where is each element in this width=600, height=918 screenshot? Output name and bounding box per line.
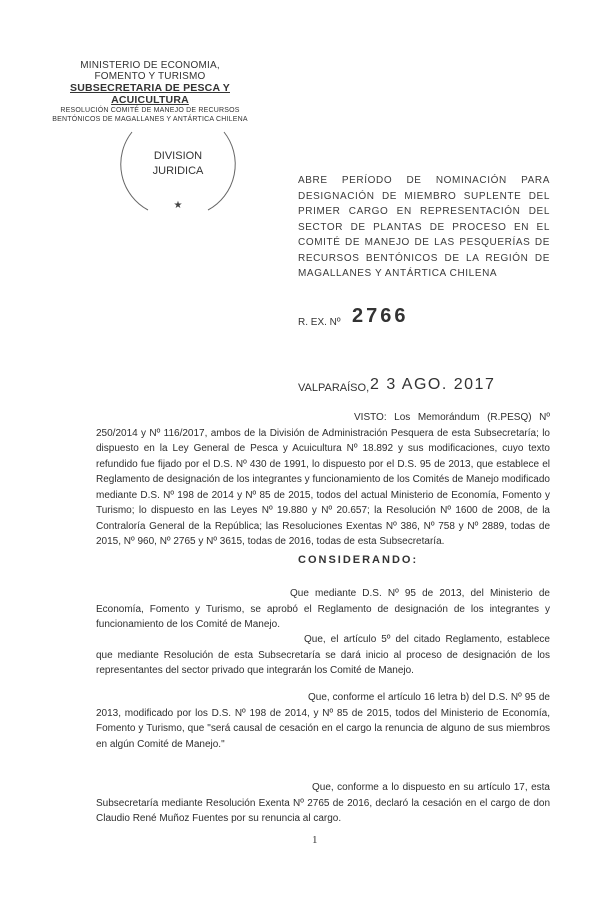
resolution-subject-line-2: BENTÓNICOS DE MAGALLANES Y ANTÁRTICA CHILENA (52, 116, 248, 123)
division-juridica-stamp (118, 120, 238, 220)
considerando-4-text: Que, conforme a lo dispuesto en su artículo 17, esta Subsecretaría mediante Resolución Exenta Nº 2765 de 2016, declaró la cesación en el cargo de don Claudio René Muñoz Fuentes por su renuncia al cargo. (96, 782, 550, 824)
stamp-line-1: DIVISION (153, 150, 203, 162)
visto-paragraph (96, 410, 550, 550)
considerando-3 (96, 690, 550, 752)
considerando-1-text: Que mediante D.S. Nº 95 de 2013, del Ministerio de Economía, Fomento y Turismo, se aprobó el Reglamento de designación de los integrantes y funcionamiento de los Comité de Manejo. (96, 588, 550, 630)
considerando-2-text: Que, el artículo 5º del citado Reglamento, establece que mediante Resolución de esta Subsecretaría se dará inicio al proceso de designación de los representantes del sector privado que integrarán los Comité de Manejo. (96, 634, 550, 676)
visto-text: VISTO: Los Memorándum (R.PESQ) Nº 250/2014 y Nº 116/2017, ambos de la División de Administración Pesquera de esta Subsecretaría; lo dispuesto en la Ley General de Pesca y Acuicultura Nº 18.892 y sus modificaciones, cuyo texto refundido fue fijado por el D.S. Nº 430 de 1991, lo dispuesto por el D.S. 95 de 2013, que establece el Reglamento de designación de los integrantes y funcionamiento de los Comités de Manejo modificado mediante D.S. Nº 198 de 2014 y Nº 85 de 2015, todos del actual Ministerio de Economía, Fomento y Turismo; lo dispuesto en las Leyes Nº 19.880 y Nº 20.657; la Resolución Nº 1600 de 2008, de la Contraloría General de la República; las Resoluciones Exentas Nº 386, Nº 758 y Nº 2889, todas de 2015, Nº 960, Nº 2765 y Nº 3615, todas de 2016, todas de esta Subsecretaría. (96, 412, 550, 547)
considerando-1 (96, 586, 550, 633)
considerando-2 (96, 632, 550, 679)
date-label: VALPARAÍSO, (298, 382, 370, 394)
resolution-number: 2766 (352, 305, 409, 327)
resolution-label: R. EX. Nº (298, 317, 341, 328)
stamp-line-2: JURIDICA (152, 165, 204, 177)
ministry-line-1: MINISTERIO DE ECONOMIA, (80, 60, 220, 71)
svg-text:★: ★ (173, 200, 183, 211)
resolution-subject-line-1: RESOLUCIÓN COMITÉ DE MANEJO DE RECURSOS (60, 107, 240, 114)
considerando-3-text: Que, conforme el artículo 16 letra b) del D.S. Nº 95 de 2013, modificado por los D.S. Nº 198 de 2014, y Nº 85 de 2015, todos del Ministerio de Economía, Fomento y Turismo, que "será causal de cesación en el cargo la renuncia de alguno de sus miembros en algún Comité de Manejo." (96, 692, 550, 750)
subsecretaria-line: SUBSECRETARIA DE PESCA Y ACUICULTURA (70, 82, 230, 106)
page-number: 1 (312, 834, 318, 846)
considerando-heading: CONSIDERANDO: (298, 554, 419, 566)
ministry-line-2: FOMENTO Y TURISMO (94, 71, 206, 82)
date-value: 2 3 AGO. 2017 (370, 376, 496, 393)
resolution-title: ABRE PERÍODO DE NOMINACIÓN PARA DESIGNACIÓN DE MIEMBRO SUPLENTE DEL PRIMER CARGO EN REPRESENTACIÓN DEL SECTOR DE PLANTAS DE PROCESO EN EL COMITÉ DE MANEJO DE LAS PESQUERÍAS DE RECURSOS BENTÓNICOS DE LA REGIÓN DE MAGALLANES Y ANTÁRTICA CHILENA (298, 175, 550, 279)
ministry-header (40, 60, 260, 124)
considerando-4 (96, 780, 550, 827)
